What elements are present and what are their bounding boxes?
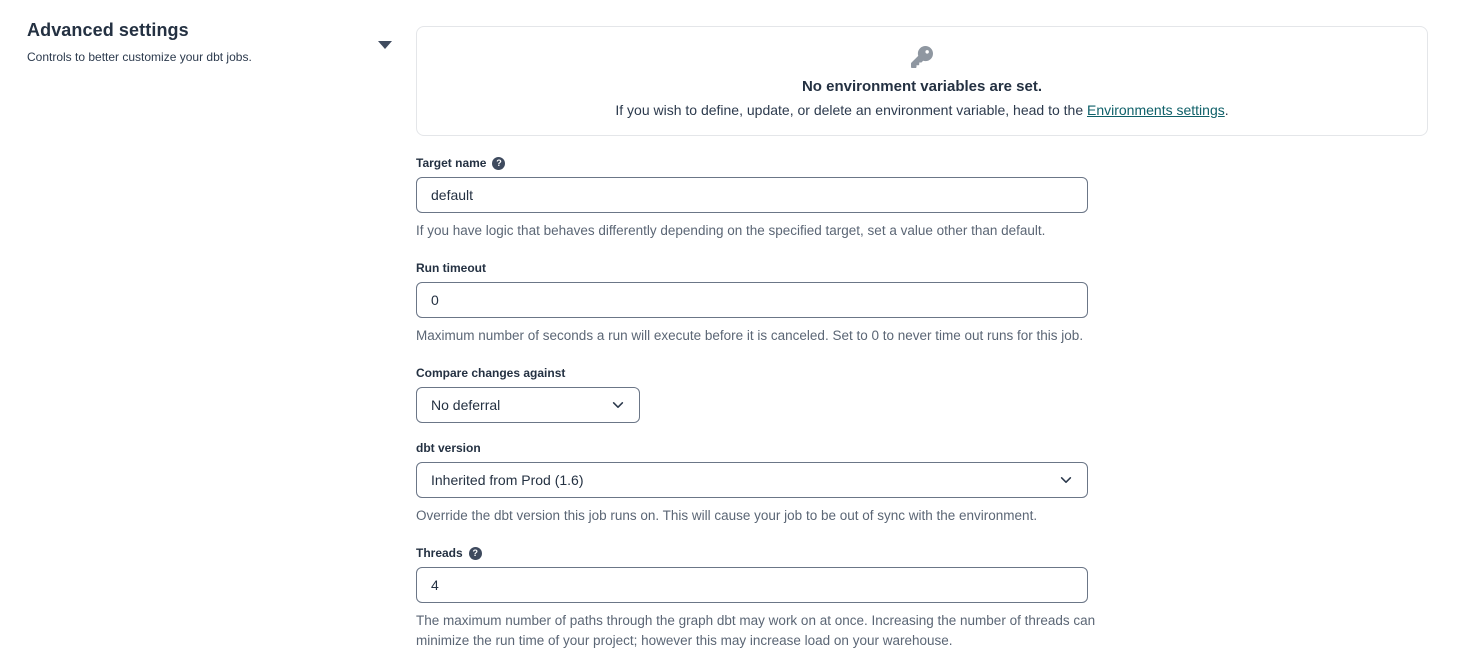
page-subtitle: Controls to better customize your dbt jobs.	[27, 50, 252, 64]
env-message-suffix: .	[1224, 102, 1229, 118]
advanced-settings-form	[416, 26, 1428, 651]
compare-changes-field	[416, 366, 1428, 423]
page-title: Advanced settings	[27, 20, 189, 40]
target-name-field	[416, 156, 1428, 241]
page-header	[27, 20, 387, 64]
environments-settings-link[interactable]: Environments settings	[1087, 102, 1225, 118]
threads-helper: The maximum number of paths through the graph dbt may work on at once. Increasing the number of threads can minimize the run time of your project; however this may increase load on your warehouse.	[416, 613, 1096, 648]
run-timeout-helper: Maximum number of seconds a run will execute before it is canceled. Set to 0 to never time out runs for this job.	[416, 328, 1084, 343]
run-timeout-input[interactable]	[416, 282, 1088, 318]
chevron-down-icon	[1059, 473, 1073, 487]
target-name-helper: If you have logic that behaves differently depending on the specified target, set a value other than default.	[416, 223, 1046, 238]
run-timeout-field	[416, 261, 1428, 346]
compare-changes-label: Compare changes against	[416, 366, 566, 380]
run-timeout-label: Run timeout	[416, 261, 486, 275]
dbt-version-helper: Override the dbt version this job runs on. This will cause your job to be out of sync with the environment.	[416, 508, 1038, 523]
dbt-version-selected-value: Inherited from Prod (1.6)	[431, 472, 584, 488]
collapse-section-toggle[interactable]	[378, 41, 392, 51]
target-name-help-icon[interactable]: ?	[492, 157, 505, 170]
threads-label: Threads	[416, 546, 463, 560]
target-name-label: Target name	[416, 156, 487, 170]
env-variables-title: No environment variables are set.	[801, 78, 1043, 95]
key-icon	[911, 46, 933, 68]
threads-input[interactable]	[416, 567, 1088, 603]
dbt-version-label: dbt version	[416, 441, 481, 455]
target-name-input[interactable]	[416, 177, 1088, 213]
compare-changes-select[interactable]	[416, 387, 640, 423]
compare-changes-selected-value: No deferral	[431, 397, 501, 413]
env-variables-message	[427, 102, 1417, 118]
env-variables-panel	[416, 26, 1428, 136]
env-message-prefix: If you wish to define, update, or delete an environment variable, head to the	[615, 102, 1087, 118]
chevron-down-icon	[611, 398, 625, 412]
dbt-version-select[interactable]	[416, 462, 1088, 498]
threads-field	[416, 546, 1428, 651]
threads-help-icon[interactable]: ?	[469, 547, 482, 560]
dbt-version-field	[416, 441, 1428, 526]
